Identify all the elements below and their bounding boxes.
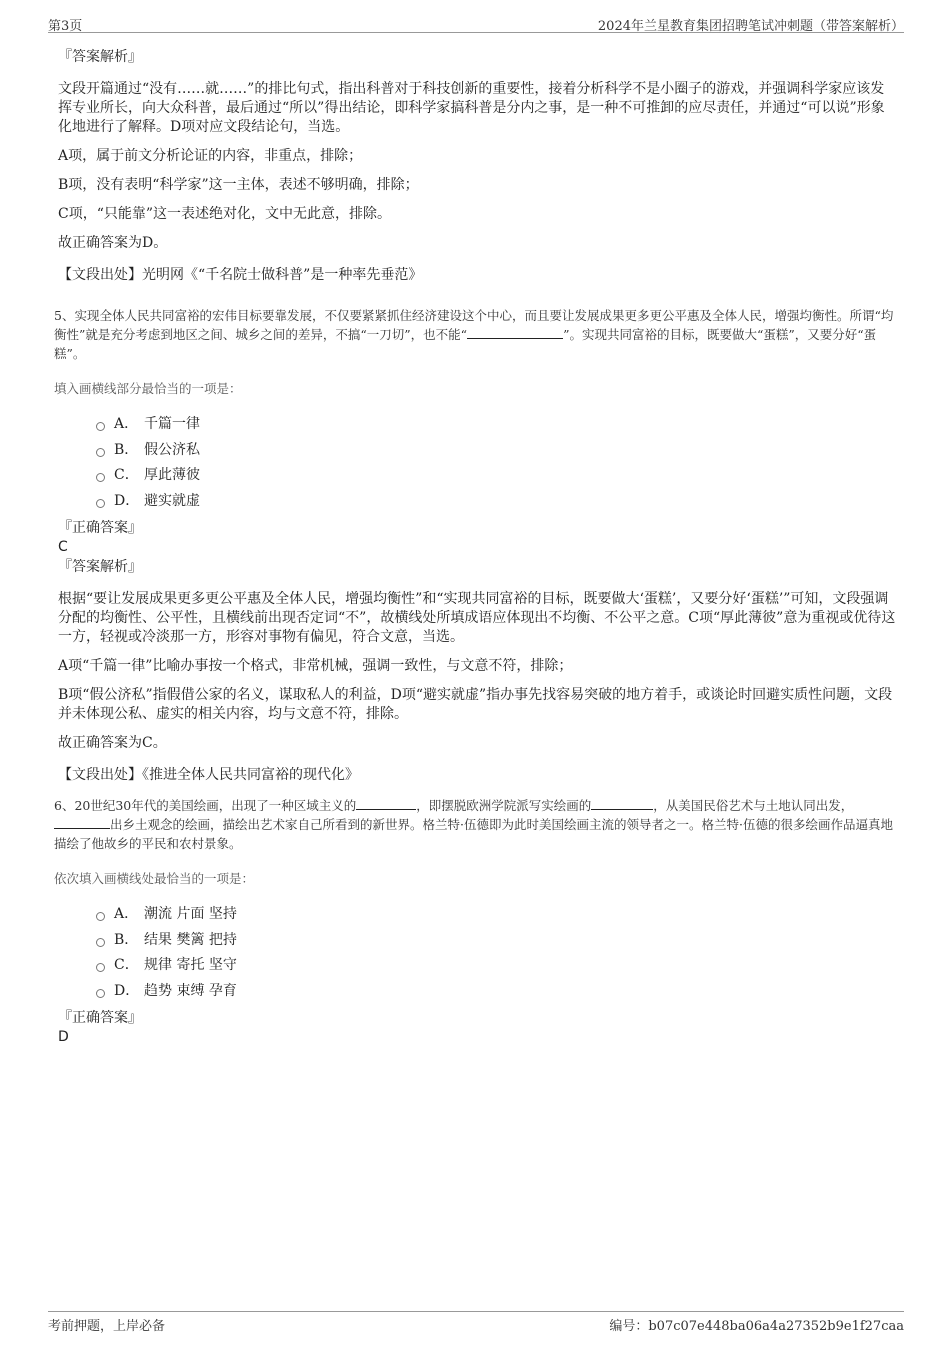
q5-question bbox=[54, 306, 898, 363]
radio-icon[interactable] bbox=[96, 963, 105, 972]
q6-answer: D bbox=[58, 1029, 69, 1045]
q4-analysis-tag: 『答案解析』 bbox=[58, 49, 142, 65]
q6-options bbox=[96, 902, 898, 1004]
q5-option-a[interactable]: A． 千篇一律 bbox=[96, 412, 898, 438]
q5-text-after: ”。实现共同富裕的目标，既要做大“蛋糕”，又要分好“蛋糕”。 bbox=[54, 327, 877, 361]
radio-icon[interactable] bbox=[96, 473, 105, 482]
q5-explain-bd: B项“假公济私”指假借公家的名义，谋取私人的利益，D项“避实就虚”指办事先找容易突破的地方着手，或谈论时回避实质性问题，文段并未体现公私、虚实的相关内容，均与文意不符，排除。 bbox=[58, 687, 893, 722]
document-code: 编号：b07c07e448ba06a4a27352b9e1f27caa bbox=[609, 1319, 904, 1334]
q5-option-b[interactable]: B． 假公济私 bbox=[96, 438, 898, 464]
q6-option-c[interactable]: C． 规律 寄托 坚守 bbox=[96, 953, 898, 979]
q4-analysis: 文段开篇通过“没有……就……”的排比句式，指出科普对于科技创新的重要性，接着分析科学不是小圈子的游戏，并强调科学家应该发挥专业所长，向大众科普，最后通过“所以”得出结论，即科学家搞科普是分内之事，是一种不可推卸的应尽责任，并通过“可以说”形象化地进行了解释。D项对应文段结论句，当选。 bbox=[58, 81, 885, 135]
page-footer bbox=[48, 1311, 904, 1332]
q5-prompt: 填入画横线部分最恰当的一项是： bbox=[54, 381, 242, 396]
q5-option-c[interactable]: C． 厚此薄彼 bbox=[96, 463, 898, 489]
q6-blank-1 bbox=[356, 797, 416, 810]
radio-icon[interactable] bbox=[96, 989, 105, 998]
q4-conclusion: 故正确答案为D。 bbox=[58, 235, 168, 251]
q6-option-a[interactable]: A． 潮流 片面 坚持 bbox=[96, 902, 898, 928]
q5-option-d[interactable]: D． 避实就虚 bbox=[96, 489, 898, 515]
q4-explain-b: B项，没有表明“科学家”这一主体，表述不够明确，排除； bbox=[58, 177, 419, 193]
q6-blank-3 bbox=[54, 816, 110, 829]
q6-blank-2 bbox=[591, 797, 653, 810]
page-header bbox=[48, 14, 904, 33]
q6-option-b[interactable]: B． 结果 樊篱 把持 bbox=[96, 928, 898, 954]
q6-question: 6、20世纪30年代的美国绘画，出现了一种区域主义的 ，即摆脱欧洲学院派写实绘画的 ，从美国民俗艺术与土地认同出发，出乡土观念的绘画，描绘出艺术家自己所看到的新世界。格兰特·伍德即为此时美国绘画主流的领导者之一。格兰特·伍德的很多绘画作品逼真地描绘了他故乡的平民和农村景象。 bbox=[54, 798, 893, 851]
q5-answer: C bbox=[58, 539, 68, 555]
page-number: 第3页 bbox=[48, 19, 83, 34]
q5-text-before: 5、实现全体人民共同富裕的宏伟目标要靠发展，不仅要紧紧抓住经济建设这个中心，而且要让发展成果更多更公平惠及全体人民，增强均衡性。所谓“均衡性”就是充分考虑到地区之间、城乡之间的差异，不搞“一刀切”，也不能“ bbox=[54, 308, 894, 342]
q4-explain-c: C项，“只能靠”这一表述绝对化，文中无此意，排除。 bbox=[58, 206, 392, 222]
q5-blank bbox=[467, 326, 563, 339]
q5-analysis-tag: 『答案解析』 bbox=[58, 559, 142, 575]
q5-options bbox=[96, 412, 898, 514]
q5-source: 【文段出处】《推进全体人民共同富裕的现代化》 bbox=[58, 767, 359, 783]
document-title: 2024年兰星教育集团招聘笔试冲刺题（带答案解析） bbox=[597, 19, 904, 34]
q6-option-d[interactable]: D． 趋势 束缚 孕育 bbox=[96, 979, 898, 1005]
q5-explain-a: A项“千篇一律”比喻办事按一个格式，非常机械，强调一致性，与文意不符，排除； bbox=[58, 658, 573, 674]
radio-icon[interactable] bbox=[96, 499, 105, 508]
radio-icon[interactable] bbox=[96, 938, 105, 947]
q4-explain-a: A项，属于前文分析论证的内容，非重点，排除； bbox=[58, 148, 363, 164]
radio-icon[interactable] bbox=[96, 422, 105, 431]
radio-icon[interactable] bbox=[96, 448, 105, 457]
q6-answer-tag: 『正确答案』 bbox=[58, 1010, 142, 1026]
q5-conclusion: 故正确答案为C。 bbox=[58, 735, 167, 751]
radio-icon[interactable] bbox=[96, 912, 105, 921]
q5-analysis: 根据“要让发展成果更多更公平惠及全体人民，增强均衡性”和“实现共同富裕的目标，既要做大‘蛋糕’，又要分好‘蛋糕’”可知，文段强调分配的均衡性、公平性，且横线前出现否定词“不”，故横线处所填成语应体现出不均衡、不公平之意。C项“厚此薄彼”意为重视或优待这一方，轻视或冷淡那一方，形容对事物有偏见，符合文意，当选。 bbox=[58, 591, 896, 645]
q5-answer-tag: 『正确答案』 bbox=[58, 520, 142, 536]
q6-prompt: 依次填入画横线处最恰当的一项是： bbox=[54, 871, 255, 886]
page-content bbox=[54, 46, 898, 1047]
q4-source: 【文段出处】光明网《“千名院士做科普”是一种率先垂范》 bbox=[58, 267, 423, 283]
footer-slogan: 考前押题，上岸必备 bbox=[48, 1319, 166, 1334]
